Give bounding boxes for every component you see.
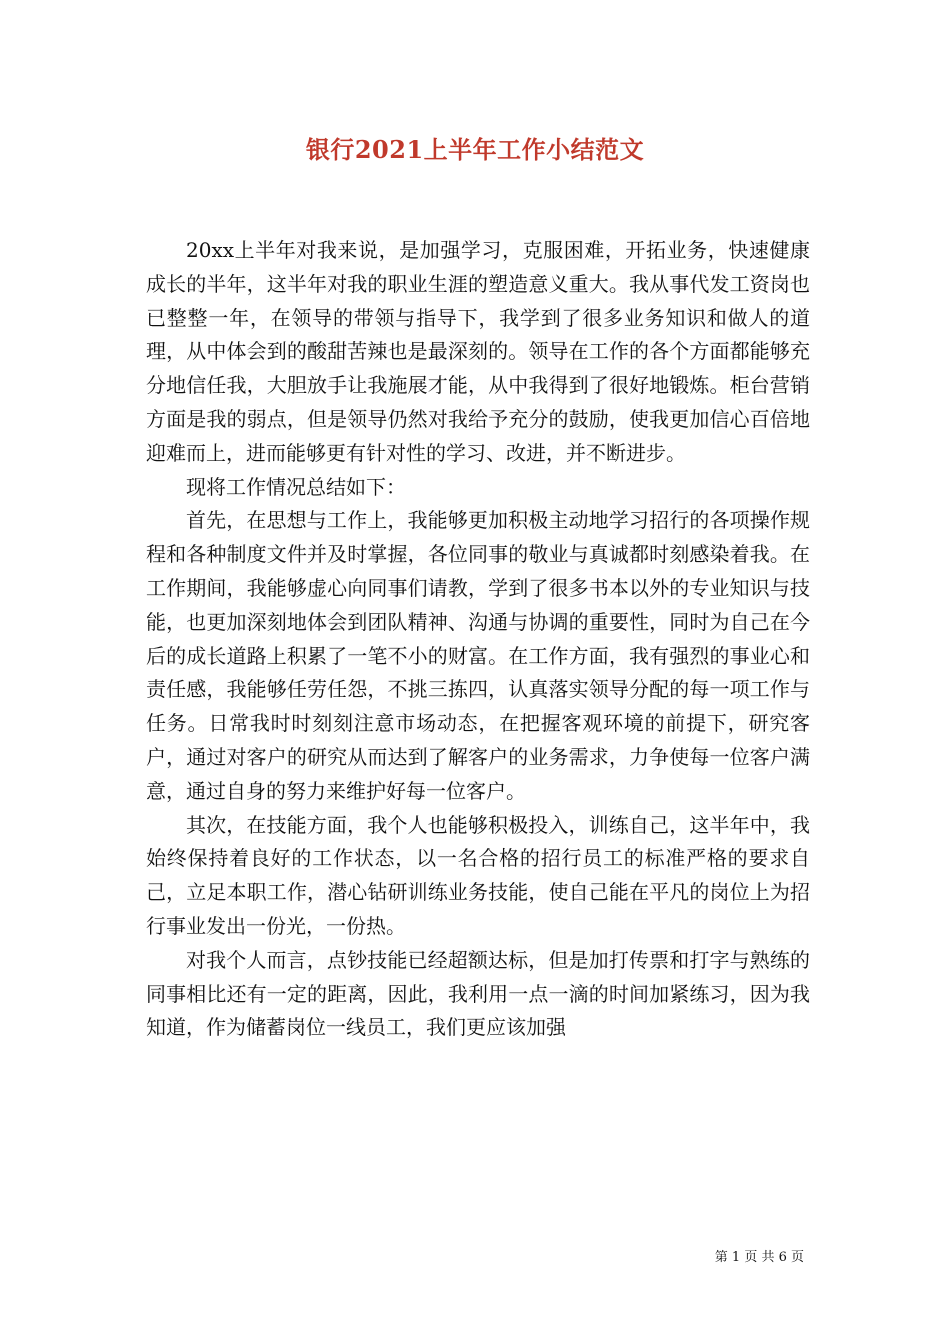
paragraph-summary-lead: 现将工作情况总结如下：	[186, 474, 406, 499]
paragraph-second: 其次，在技能方面，我个人也能够积极投入，训练自己，这半年中，我始终保持着良好的工作状态，以一名合格的招行员工的标准严格的要求自己，立足本职工作，潜心钻研训练业务技能，使自己能在平凡的岗位上为招行事业发出一份光，一份热。	[146, 812, 810, 938]
paragraph-intro: 20xx上半年对我来说，是加强学习，克服困难，开拓业务，快速健康成长的半年，这半年对我的职业生涯的塑造意义重大。我从事代发工资岗也已整整一年，在领导的带领与指导下，我学到了很多业务知识和做人的道理，从中体会到的酸甜苦辣也是最深刻的。领导在工作的各个方面都能够充分地信任我，大胆放手让我施展才能，从中我得到了很好地锻炼。柜台营销方面是我的弱点，但是领导仍然对我给予充分的鼓励，使我更加信心百倍地迎难而上，进而能够更有针对性的学习、改进，并不断进步。	[146, 238, 810, 465]
document-title: 银行2021上半年工作小结范文	[305, 135, 645, 164]
document-body	[146, 234, 810, 1045]
paragraph-personal: 对我个人而言，点钞技能已经超额达标，但是加打传票和打字与熟练的同事相比还有一定的距离，因此，我利用一点一滴的时间加紧练习，因为我知道，作为储蓄岗位一线员工，我们更应该加强	[146, 947, 810, 1040]
paragraph-first: 首先，在思想与工作上，我能够更加积极主动地学习招行的各项操作规程和各种制度文件并及时掌握，各位同事的敬业与真诚都时刻感染着我。在工作期间，我能够虚心向同事们请教，学到了很多书本以外的专业知识与技能，也更加深刻地体会到团队精神、沟通与协调的重要性，同时为自己在今后的成长道路上积累了一笔不小的财富。在工作方面，我有强烈的事业心和责任感，我能够任劳任怨，不挑三拣四，认真落实领导分配的每一项工作与任务。日常我时时刻刻注意市场动态，在把握客观环境的前提下，研究客户，通过对客户的研究从而达到了解客户的业务需求，力争使每一位客户满意，通过自身的努力来维护好每一位客户。	[146, 508, 810, 803]
page-number-footer: 第 1 页 共 6 页	[714, 1250, 804, 1265]
